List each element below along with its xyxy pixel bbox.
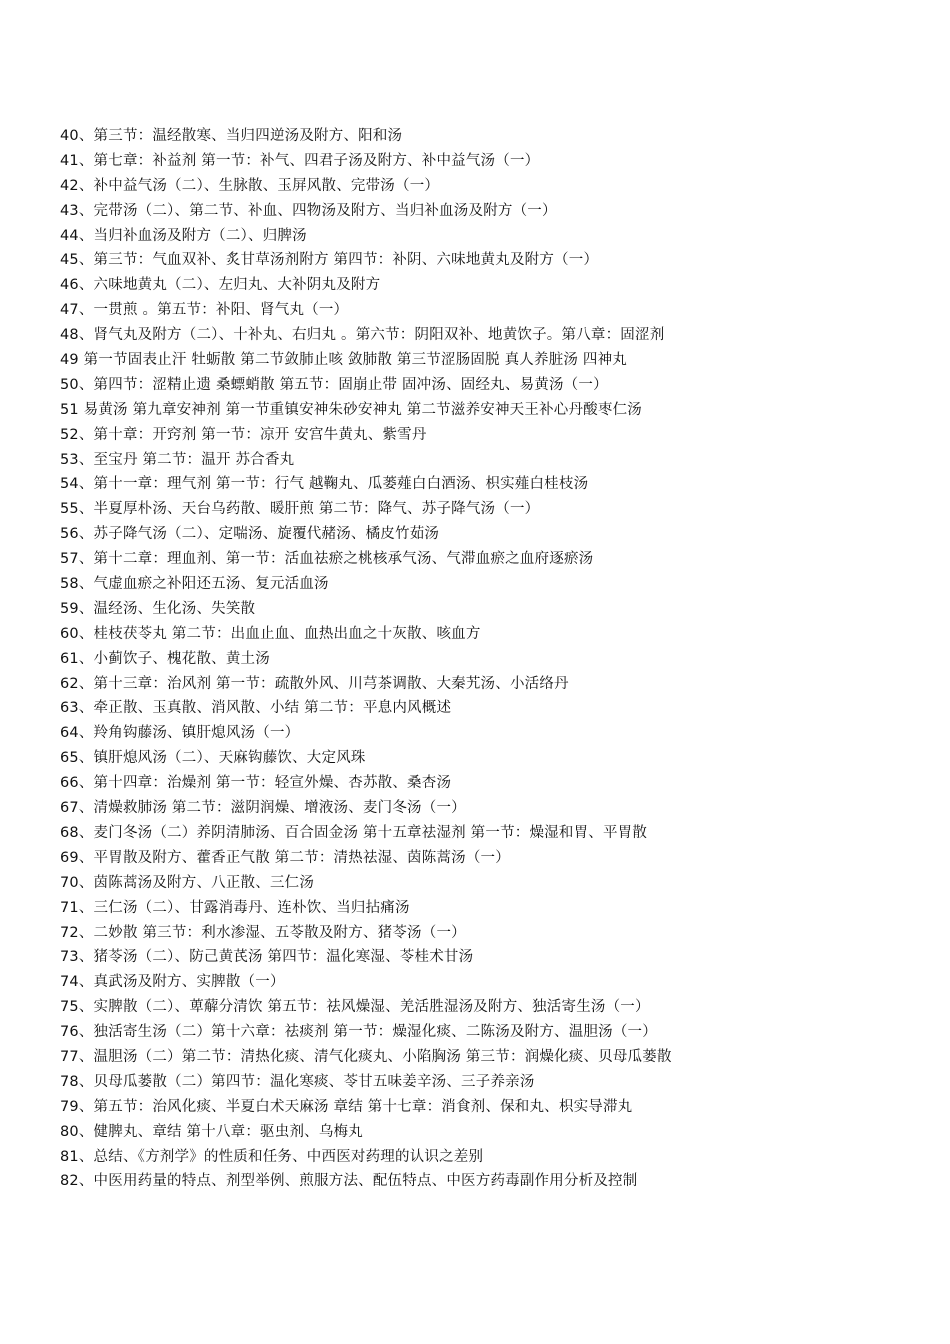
outline-line-79: 79、第五节：治风化痰、半夏白术天麻汤 章结 第十七章：消食剂、保和丸、枳实导滞丸 <box>60 1098 633 1115</box>
course-outline-list <box>60 124 920 1194</box>
outline-line-68: 68、麦门冬汤（二）养阴清肺汤、百合固金汤 第十五章祛湿剂 第一节：燥湿和胃、平胃散 <box>60 824 648 841</box>
outline-line-47: 47、一贯煎 。第五节：补阳、肾气丸（一） <box>60 302 349 319</box>
outline-line-50: 50、第四节：涩精止遗 桑螵蛸散 第五节：固崩止带 固冲汤、固经丸、易黄汤（一） <box>60 376 608 393</box>
outline-line-69: 69、平胃散及附方、藿香正气散 第二节：清热祛湿、茵陈蒿汤（一） <box>60 849 510 866</box>
outline-line-54: 54、第十一章：理气剂 第一节：行气 越鞠丸、瓜蒌薤白白酒汤、枳实薤白桂枝汤 <box>60 476 589 493</box>
outline-line-56: 56、苏子降气汤（二）、定喘汤、旋覆代赭汤、橘皮竹茹汤 <box>60 526 440 543</box>
outline-line-44: 44、当归补血汤及附方（二）、归脾汤 <box>60 227 307 244</box>
outline-line-64: 64、羚角钩藤汤、镇肝熄风汤（一） <box>60 725 300 742</box>
outline-line-72: 72、二妙散 第三节：利水渗湿、五苓散及附方、猪苓汤（一） <box>60 924 466 941</box>
outline-line-45: 45、第三节：气血双补、炙甘草汤剂附方 第四节：补阴、六味地黄丸及附方（一） <box>60 252 599 269</box>
outline-line-59: 59、温经汤、生化汤、失笑散 <box>60 600 256 617</box>
outline-line-55: 55、半夏厚朴汤、天台乌药散、暖肝煎 第二节：降气、苏子降气汤（一） <box>60 501 540 518</box>
outline-line-74: 74、真武汤及附方、实脾散（一） <box>60 974 285 991</box>
outline-line-65: 65、镇肝熄风汤（二）、天麻钩藤饮、大定风珠 <box>60 750 366 767</box>
outline-line-76: 76、独活寄生汤（二）第十六章：祛痰剂 第一节：燥湿化痰、二陈汤及附方、温胆汤（一） <box>60 1024 657 1041</box>
outline-line-42: 42、补中益气汤（二）、生脉散、玉屏风散、完带汤（一） <box>60 177 440 194</box>
outline-line-58: 58、气虚血瘀之补阳还五汤、复元活血汤 <box>60 576 329 593</box>
outline-line-60: 60、桂枝茯苓丸 第二节：出血止血、血热出血之十灰散、咳血方 <box>60 625 481 642</box>
outline-line-53: 53、至宝丹 第二节：温开 苏合香丸 <box>60 451 295 468</box>
outline-line-73: 73、猪苓汤（二）、防己黄芪汤 第四节：温化寒湿、苓桂术甘汤 <box>60 949 474 966</box>
outline-line-70: 70、茵陈蒿汤及附方、八正散、三仁汤 <box>60 874 315 891</box>
outline-line-71: 71、三仁汤（二）、甘露消毒丹、连朴饮、当归拈痛汤 <box>60 899 410 916</box>
outline-line-52: 52、第十章：开窍剂 第一节：凉开 安宫牛黄丸、紫雪丹 <box>60 426 427 443</box>
outline-line-57: 57、第十二章：理血剂、第一节：活血祛瘀之桃核承气汤、气滞血瘀之血府逐瘀汤 <box>60 551 594 568</box>
outline-line-62: 62、第十三章：治风剂 第一节：疏散外风、川芎茶调散、大秦艽汤、小活络丹 <box>60 675 569 692</box>
outline-line-78: 78、贝母瓜蒌散（二）第四节：温化寒痰、苓甘五味姜辛汤、三子养亲汤 <box>60 1073 535 1090</box>
outline-line-41: 41、第七章：补益剂 第一节：补气、四君子汤及附方、补中益气汤（一） <box>60 152 540 169</box>
outline-line-49: 49 第一节固表止汗 牡蛎散 第二节敛肺止咳 敛肺散 第三节涩肠固脱 真人养脏汤 四神丸 <box>60 352 628 369</box>
outline-line-75: 75、实脾散（二）、萆薢分清饮 第五节：祛风燥湿、羌活胜湿汤及附方、独活寄生汤（一） <box>60 999 650 1016</box>
outline-line-66: 66、第十四章：治燥剂 第一节：轻宣外燥、杏苏散、桑杏汤 <box>60 775 452 792</box>
outline-line-43: 43、完带汤（二）、第二节、补血、四物汤及附方、当归补血汤及附方（一） <box>60 202 557 219</box>
outline-line-46: 46、六味地黄丸（二）、左归丸、大补阴丸及附方 <box>60 277 381 294</box>
outline-line-48: 48、肾气丸及附方（二）、十补丸、右归丸 。第六节：阴阳双补、地黄饮子。第八章：固涩剂 <box>60 327 665 344</box>
outline-line-51: 51 易黄汤 第九章安神剂 第一节重镇安神朱砂安神丸 第二节滋养安神天王补心丹酸枣仁汤 <box>60 401 642 418</box>
outline-line-82: 82、中医用药量的特点、剂型举例、煎服方法、配伍特点、中医方药毒副作用分析及控制 <box>60 1173 638 1190</box>
outline-line-67: 67、清燥救肺汤 第二节：滋阴润燥、增液汤、麦门冬汤（一） <box>60 800 466 817</box>
outline-line-80: 80、健脾丸、章结 第十八章：驱虫剂、乌梅丸 <box>60 1123 363 1140</box>
outline-line-40: 40、第三节：温经散寒、当归四逆汤及附方、阳和汤 <box>60 128 403 144</box>
outline-line-81: 81、总结、《方剂学》的性质和任务、中西医对药理的认识之差别 <box>60 1148 484 1165</box>
outline-line-77: 77、温胆汤（二）第二节：清热化痰、清气化痰丸、小陷胸汤 第三节：润燥化痰、贝母瓜蒌散 <box>60 1048 672 1065</box>
outline-line-61: 61、小蓟饮子、槐花散、黄土汤 <box>60 650 270 667</box>
outline-line-63: 63、牵正散、玉真散、消风散、小结 第二节：平息内风概述 <box>60 700 452 717</box>
